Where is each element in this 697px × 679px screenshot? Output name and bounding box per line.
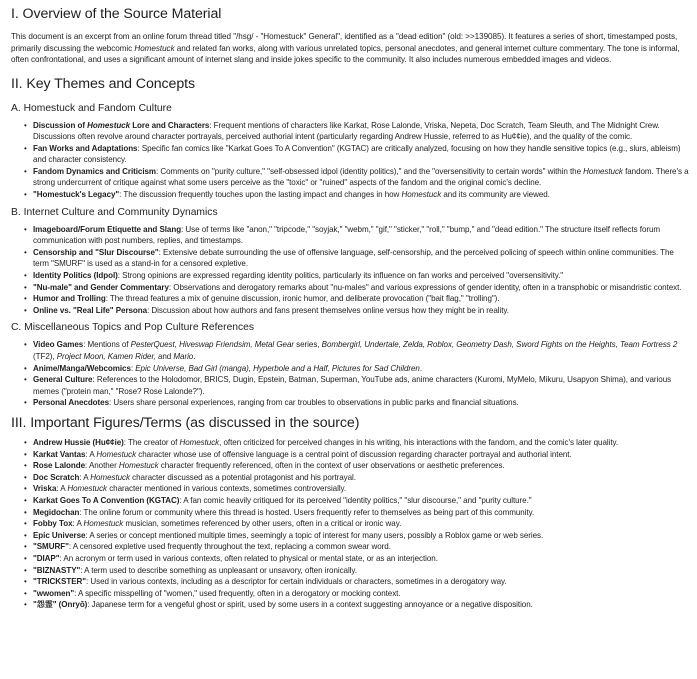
text-run: : Japanese term for a vengeful ghost or spirit, used by some users in a context suggesting annoyance or a negative disposition. xyxy=(87,600,533,610)
text-run: Karkat Goes To A Convention (KGTAC) xyxy=(33,495,180,505)
list-item xyxy=(33,224,689,247)
text-run: series, xyxy=(294,340,322,350)
text-run: Rose Lalonde xyxy=(33,461,86,471)
text-run: Identity Politics (Idpol) xyxy=(33,271,118,281)
text-run: (TF2), xyxy=(33,352,57,361)
subheading-internet-culture: B. Internet Culture and Community Dynamics xyxy=(11,206,218,218)
list-item xyxy=(33,437,689,449)
text-run: : A specific misspelling of "women," used frequently, often in a derogatory or mocking context. xyxy=(74,588,401,598)
text-run: : Frequent mentions of characters like Karkat, Rose Lalonde, Vriska, Nepeta, Doc Scratch, Team Sleuth, and The Midnight Crew. Discussions often revolve around character portrayals, perceived authorial intent (particularly regarding Andrew Hussie, referred to as Hu¢¢ie), and the quality of the comic. xyxy=(33,120,660,142)
figures-terms-list xyxy=(11,437,689,611)
text-run: and its community are viewed. xyxy=(441,190,550,200)
text-run: "DIAP" xyxy=(33,553,60,563)
text-run: . xyxy=(193,352,196,361)
text-run xyxy=(87,121,130,130)
list-item xyxy=(33,599,689,611)
text-run: and related fan works, along with various unrelated topics, personal anecdotes, and general internet culture commentary. The tone is informal, often confrontational, and uses a significant amount of internet slang and inside jokes specific to the community. It also includes numerous embedded images and videos. xyxy=(11,43,680,64)
text-run: character mentioned in various contexts, sometimes controversially. xyxy=(107,484,347,494)
list-item xyxy=(33,588,689,600)
text-run: Homestuck xyxy=(87,120,131,130)
text-run: "Nu-male" and Gender Commentary xyxy=(33,282,169,292)
text-run: : The discussion frequently touches upon the lasting impact and changes in how xyxy=(119,190,402,200)
list-item xyxy=(33,293,689,305)
homestuck-fandom-list xyxy=(11,120,689,201)
text-run: "Homestuck's Legacy" xyxy=(33,190,120,200)
text-run: Project Moon, Kamen Rider, xyxy=(56,352,156,361)
text-run: Discussion of xyxy=(33,120,88,130)
text-run: Censorship and "Slur Discourse" xyxy=(33,247,159,257)
list-item xyxy=(33,339,689,362)
text-run: : xyxy=(130,363,136,373)
text-run: Megidochan xyxy=(33,507,80,517)
text-run: Doc Scratch xyxy=(33,472,80,482)
text-run: : References to the Holodomor, BRICS, Dugin, Epstein, Batman, Superman, YouTube ads, anime characters (Kuromi, MyMelo, Mikuru, Usapyon Shima), and various memes ("protein man," "Rose? Rose Lalonde?"). xyxy=(33,375,672,396)
text-run: character whose use of offensive language is a central point of discussion regarding character portrayal and authorial intent. xyxy=(136,449,572,459)
section-heading-key-themes: II. Key Themes and Concepts xyxy=(11,75,195,92)
list-item xyxy=(33,305,689,317)
text-run: : A xyxy=(85,449,97,459)
text-run: character frequently referenced, often in the context of user observations or aesthetic preferences. xyxy=(158,461,505,471)
text-run: . xyxy=(419,363,422,373)
list-item xyxy=(33,282,689,294)
text-run: : A term used to describe something as unpleasant or unsavory, often ironically. xyxy=(80,565,357,575)
text-run: "SMURF" xyxy=(33,542,69,552)
text-run: Homestuck xyxy=(118,461,159,471)
text-run: Homestuck xyxy=(583,166,623,176)
text-run: : Used in various contexts, including as a descriptor for certain individuals or characters, sometimes in a derogatory way. xyxy=(86,577,507,587)
text-run: Video Games xyxy=(33,340,84,350)
text-run: : Specific fan comics like "Karkat Goes To A Convention" (KGTAC) are critically analyzed, focusing on how they handle sensitive topics (e.g., slurs, ableism) and character consistency. xyxy=(33,143,681,165)
text-run: Fandom Dynamics and Criticism xyxy=(33,166,157,176)
subheading-misc-topics: C. Miscellaneous Topics and Pop Culture References xyxy=(11,322,255,334)
text-run: and xyxy=(155,352,174,361)
list-item xyxy=(33,143,689,166)
text-run: "TRICKSTER" xyxy=(33,577,87,587)
text-run: Imageboard/Forum Etiquette and Slang xyxy=(33,224,182,234)
list-item xyxy=(33,397,689,409)
section-heading-figures-terms: III. Important Figures/Terms (as discussed in the source) xyxy=(11,414,360,431)
text-run: : A xyxy=(72,519,84,529)
text-run: , often criticized for perceived changes in his writing, his interactions with the fandom, and the comic's later quality. xyxy=(219,437,619,447)
text-run: This document is an excerpt from an online forum thread titled "/hsg/ - "Homestuck" General", identified as a "dead edition" (old: >>139085). It features a series of short, timestamped posts, primarily discussing the webcomic xyxy=(11,32,678,53)
list-item xyxy=(33,270,689,282)
text-run: : Mentions of xyxy=(83,340,131,350)
text-run: : A censored expletive used frequently throughout the text, replacing a common swear word. xyxy=(68,542,391,552)
list-item xyxy=(33,507,689,519)
text-run: Epic Universe xyxy=(33,530,86,540)
text-run: : Use of terms like "anon," "tripcode," "soyjak," "webm," "gif," "sticker," "roll," "bump," and "dead edition." The structure itself reflects forum communication with post numbers, replies, and timestamps. xyxy=(33,224,661,246)
text-run: : A fan comic heavily critiqued for its perceived "identity politics," "slur discourse," and "purity culture." xyxy=(179,495,532,505)
text-run: : A xyxy=(79,472,91,482)
text-run: : A series or concept mentioned multiple times, seemingly a topic of interest for many users, possibly a Roblox game or web series. xyxy=(85,530,544,540)
list-item xyxy=(33,247,689,270)
text-run: Homestuck xyxy=(96,449,137,459)
text-run: "wwomen" xyxy=(33,588,75,598)
text-run: : Extensive debate surrounding the use of offensive language, self-censorship, and the perceived policing of speech within online communities. The term "SMURF" is used as a stand-in for a censored expletive. xyxy=(33,247,674,269)
text-run: Homestuck xyxy=(179,437,220,447)
text-run: Vriska xyxy=(33,484,57,494)
text-run: : Observations and derogatory remarks about "nu-males" and various expressions of gender identity, often in a transphobic or misandristic context. xyxy=(168,282,682,292)
text-run: : Strong opinions are expressed regarding identity politics, particularly its influence on fan works and perceived "oversensitivity." xyxy=(117,271,564,281)
text-run: PesterQuest, Hiveswap Friendsim, Metal Gear xyxy=(130,340,294,350)
text-run: : Another xyxy=(85,461,119,471)
text-run: : Users share personal experiences, ranging from car troubles to observations in public parks and financial situations. xyxy=(109,398,519,408)
list-item xyxy=(33,472,689,484)
text-run: Personal Anecdotes xyxy=(33,398,109,408)
text-run: : A xyxy=(56,484,68,494)
list-item xyxy=(33,449,689,461)
text-run: "BIZNASTY" xyxy=(33,565,81,575)
text-run: : Discussion about how authors and fans present themselves online versus how they might be in reality. xyxy=(147,305,509,315)
text-run: Mario xyxy=(173,352,194,361)
text-run: Homestuck xyxy=(401,190,442,200)
list-item xyxy=(33,541,689,553)
list-item xyxy=(33,374,689,397)
list-item xyxy=(33,495,689,507)
internet-culture-list xyxy=(11,224,689,317)
text-run: : The online forum or community where this thread is hosted. Users frequently refer to themselves as being part of this community. xyxy=(79,507,535,517)
text-run: Homestuck xyxy=(90,472,130,482)
text-run: General Culture xyxy=(33,375,93,385)
text-run: Fobby Tox xyxy=(33,519,73,529)
list-item xyxy=(33,483,689,495)
text-run: Bombergirl, Undertale, Zelda, Roblox, Geometry Dash, Sword Fights on the Heights, Team Fortress 2 xyxy=(321,340,678,350)
text-run: : Comments on "purity culture," "self-obsessed idpol (identity politics)," and the "oversensitivity to certain words" within the xyxy=(156,166,584,176)
list-item xyxy=(33,553,689,565)
list-item xyxy=(33,120,689,143)
overview-paragraph xyxy=(11,31,689,66)
list-item xyxy=(33,576,689,588)
text-run: Homestuck xyxy=(83,519,124,529)
text-run: Lore and Characters xyxy=(130,120,210,130)
text-run: Homestuck xyxy=(134,43,175,53)
text-run: Epic Universe, Bad Girl (manga), Hyperbole and a Half, Pictures for Sad Children xyxy=(135,363,420,373)
list-item xyxy=(33,565,689,577)
text-run: fandom. There's a strong undercurrent of critique against what some users perceive as the "toxic" or "ruined" aspects of the fandom and the original comic's decline. xyxy=(33,166,689,188)
text-run: Humor and Trolling xyxy=(33,294,106,304)
text-run: "怨霊" (Onryō) xyxy=(33,600,88,610)
text-run: Online vs. "Real Life" Persona xyxy=(33,305,148,315)
text-run: Anime/Manga/Webcomics xyxy=(33,363,131,373)
list-item xyxy=(33,518,689,530)
text-run: character discussed as a potential protagonist and his portrayal. xyxy=(129,472,356,482)
misc-topics-list xyxy=(11,339,689,409)
text-run: Karkat Vantas xyxy=(33,449,86,459)
text-run: : The thread features a mix of genuine discussion, ironic humor, and deliberate provocation ("bait flag," "trolling"). xyxy=(105,294,500,304)
list-item xyxy=(33,460,689,472)
text-run: Homestuck xyxy=(67,484,108,494)
section-heading-overview: I. Overview of the Source Material xyxy=(11,6,222,22)
list-item xyxy=(33,166,689,189)
text-run: Fan Works and Adaptations xyxy=(33,143,138,153)
list-item xyxy=(33,530,689,542)
list-item xyxy=(33,363,689,375)
list-item xyxy=(33,189,689,201)
text-run: Andrew Hussie (Hu¢¢ie) xyxy=(33,437,124,447)
text-run: : An acronym or term used in various contexts, often related to physical or mental state, or as an interjection. xyxy=(59,553,438,563)
text-run: musician, sometimes referenced by other users, often in a critical or ironic way. xyxy=(123,519,402,529)
subheading-homestuck-fandom: A. Homestuck and Fandom Culture xyxy=(11,102,172,114)
text-run: : The creator of xyxy=(123,437,180,447)
